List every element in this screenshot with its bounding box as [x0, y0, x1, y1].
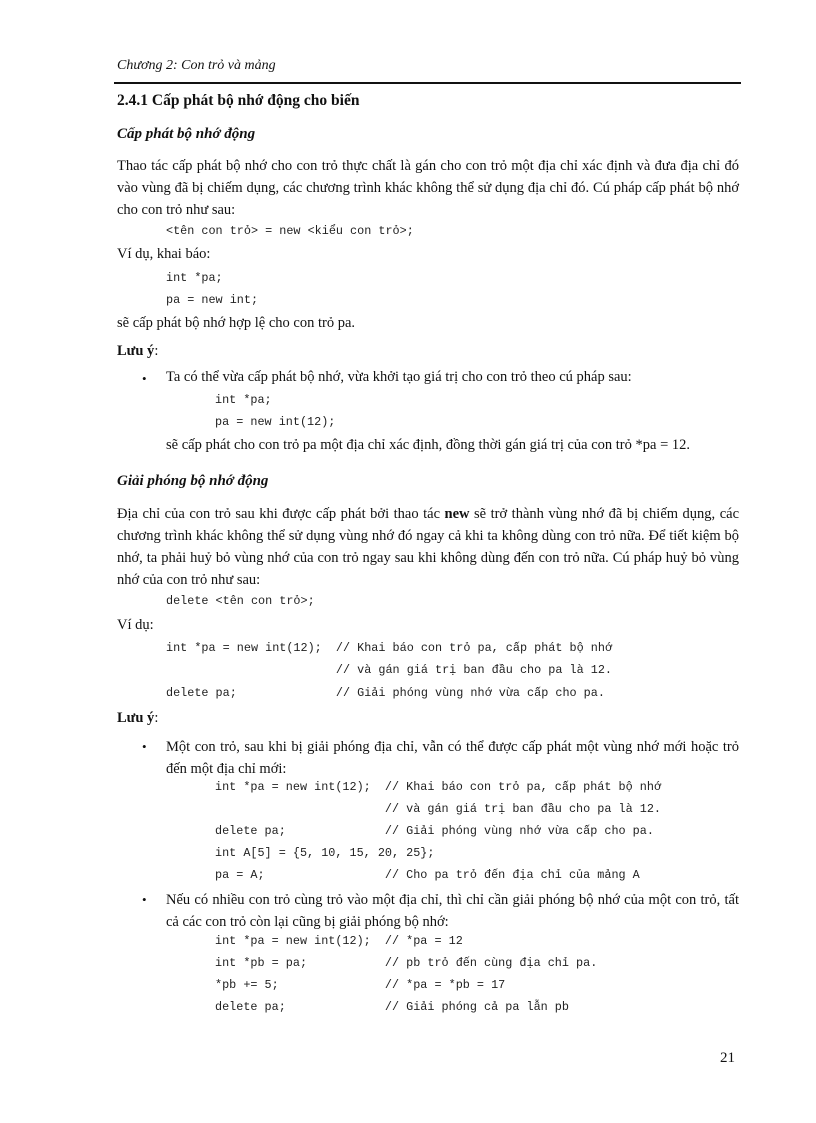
note-label: Lưu ý	[117, 343, 155, 359]
alloc-note-label	[117, 343, 158, 360]
bullet-icon: •	[142, 739, 147, 754]
code-line: *pb += 5; // *pa = *pb = 17	[215, 978, 506, 992]
bullet-icon: •	[142, 371, 147, 386]
free-intro-part-b: sẽ trở thành vùng nhớ đã bị chiếm dụng, các chương trình khác không thể sử dụng vùng nhớ đó ngay cả khi ta không dùng con trỏ nữa. Để tiết kiệm bộ nhớ, ta phải huỷ bỏ vùng nhớ của con trỏ ngay sau khi không dùng đến con trỏ nữa. Cú pháp huỷ bỏ vùng nhớ của con trỏ như sau:	[117, 506, 740, 588]
alloc-example-result: sẽ cấp phát bộ nhớ hợp lệ cho con trỏ pa.	[117, 315, 356, 331]
code-line: delete pa; // Giải phóng vùng nhớ vừa cấp cho pa.	[166, 686, 605, 700]
code-line: // và gán giá trị ban đầu cho pa là 12.	[215, 802, 661, 816]
running-header: Chương 2: Con trỏ và mảng	[117, 58, 276, 73]
code-line: int *pb = pa; // pb trỏ đến cùng địa chỉ pa.	[215, 956, 598, 970]
code-line: delete pa; // Giải phóng vùng nhớ vừa cấp cho pa.	[215, 824, 654, 838]
alloc-intro: Thao tác cấp phát bộ nhớ cho con trỏ thực chất là gán cho con trỏ một địa chỉ xác định và đưa địa chỉ đó vào vùng đã bị chiếm dụng, các chương trình khác không thể sử dụng địa chỉ đó. Cú pháp cấp phát bộ nhớ cho con trỏ như sau:	[117, 158, 739, 218]
code-line: // và gán giá trị ban đầu cho pa là 12.	[166, 663, 612, 677]
code-line: pa = new int;	[166, 293, 259, 307]
free-bullet-1: Một con trỏ, sau khi bị giải phóng địa chỉ, vẫn có thể được cấp phát một vùng nhớ mới hoặc trỏ đến một địa chỉ mới:	[166, 739, 739, 777]
code-line: int A[5] = {5, 10, 15, 20, 25};	[215, 846, 435, 860]
code-line: pa = new int(12);	[215, 415, 336, 429]
code-line: int *pa;	[215, 393, 272, 407]
free-intro	[117, 503, 739, 591]
alloc-syntax: <tên con trỏ> = new <kiểu con trỏ>;	[166, 224, 414, 238]
free-syntax: delete <tên con trỏ>;	[166, 594, 315, 608]
new-keyword: new	[444, 506, 470, 522]
code-line: int *pa;	[166, 271, 223, 285]
section-title: 2.4.1 Cấp phát bộ nhớ động cho biến	[117, 92, 360, 109]
bullet-icon: •	[142, 892, 147, 907]
alloc-note-result: sẽ cấp phát cho con trỏ pa một địa chỉ xác định, đồng thời gán giá trị của con trỏ *pa = 12.	[166, 437, 691, 453]
note-colon: :	[154, 343, 159, 359]
free-heading: Giải phóng bộ nhớ động	[117, 473, 269, 489]
free-example-label: Ví dụ:	[117, 617, 154, 633]
code-line: int *pa = new int(12); // Khai báo con trỏ pa, cấp phát bộ nhớ	[215, 780, 661, 794]
note-colon: :	[154, 710, 159, 726]
header-rule	[114, 82, 741, 84]
code-line: pa = A; // Cho pa trỏ đến địa chỉ của mảng A	[215, 868, 640, 882]
code-line: int *pa = new int(12); // Khai báo con trỏ pa, cấp phát bộ nhớ	[166, 641, 612, 655]
alloc-note-text: Ta có thể vừa cấp phát bộ nhớ, vừa khởi tạo giá trị cho con trỏ theo cú pháp sau:	[166, 369, 632, 385]
free-note-label	[117, 710, 158, 727]
free-intro-part-a: Địa chỉ của con trỏ sau khi được cấp phát bởi thao tác	[117, 506, 445, 522]
page-number: 21	[720, 1050, 735, 1066]
code-line: delete pa; // Giải phóng cả pa lẫn pb	[215, 1000, 569, 1014]
alloc-example-label: Ví dụ, khai báo:	[117, 246, 211, 262]
free-bullet-2: Nếu có nhiều con trỏ cùng trỏ vào một địa chỉ, thì chỉ cần giải phóng bộ nhớ của một con trỏ, tất cả các con trỏ còn lại cũng bị giải phóng bộ nhớ:	[166, 892, 739, 930]
code-line: int *pa = new int(12); // *pa = 12	[215, 934, 463, 948]
note-label: Lưu ý	[117, 710, 155, 726]
alloc-heading: Cấp phát bộ nhớ động	[117, 126, 256, 142]
